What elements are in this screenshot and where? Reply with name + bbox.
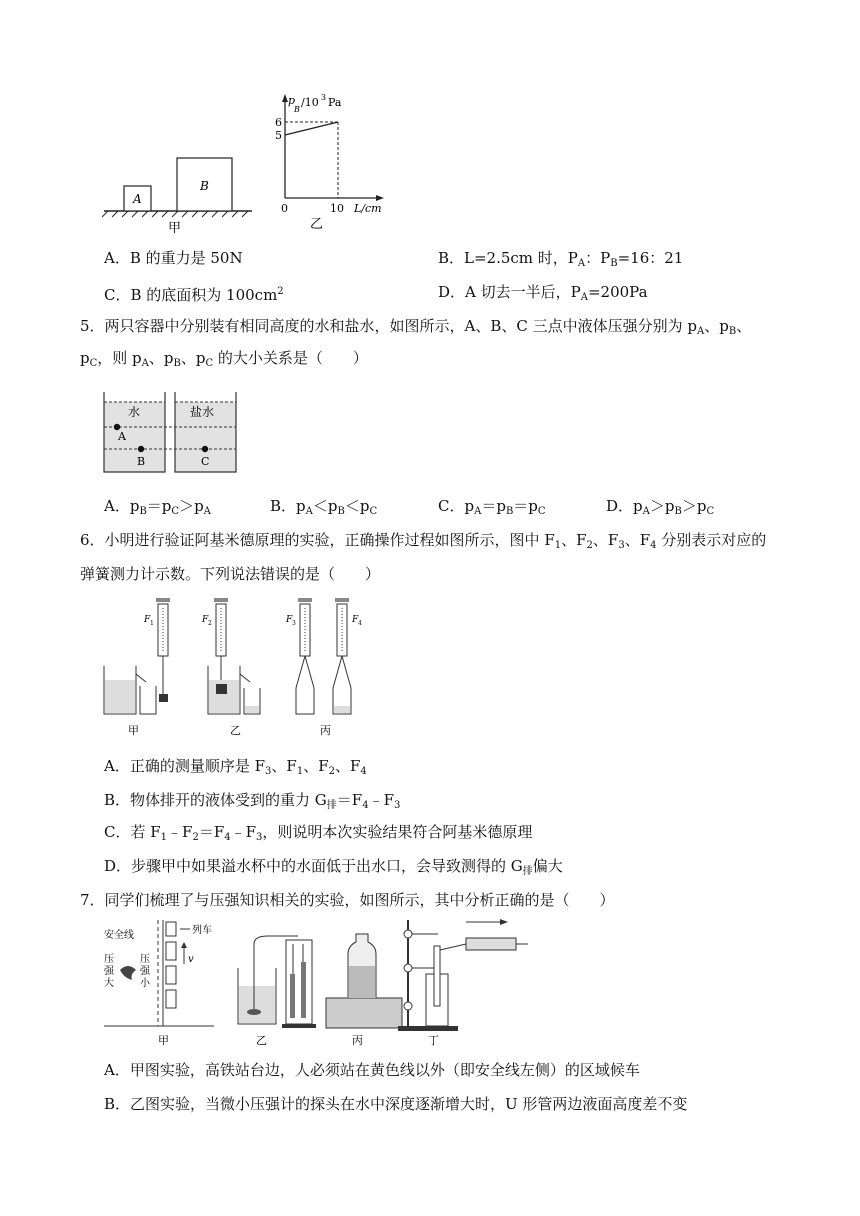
fig6-bing: 丙 <box>320 724 331 737</box>
p-small-2: 强 <box>140 966 150 977</box>
q5-figure-containers <box>102 390 238 476</box>
q6-option-b: B．物体排开的液体受到的重力 $G_排=F_4﹣F_3$ <box>104 791 401 811</box>
y-axis-unit2: Pa <box>328 96 342 109</box>
safety-line-label: 安全线 <box>104 930 134 941</box>
p-big-2: 强 <box>104 966 114 977</box>
q5-option-d: D．$p_A>p_B>p_C$ <box>606 497 715 517</box>
tick-0: 0 <box>281 202 288 215</box>
q6-option-d: D．步骤甲中如果溢水杯中的水面低于出水口，会导致测得的 $G_排$偏大 <box>104 857 563 877</box>
f4-label: F <box>352 615 359 625</box>
y-axis-unit: /10 <box>301 96 319 109</box>
block-b-label: B <box>200 179 209 193</box>
fig7-ding: 丁 <box>428 1034 439 1047</box>
q5-stem-line2: $p_C$，则 $p_A$、$p_B$、$p_C$ 的大小关系是（ ） <box>80 349 368 369</box>
train-label: 列车 <box>192 925 212 936</box>
block-a-label: A <box>133 192 142 206</box>
q4-option-a: A．B 的重力是 50N <box>104 249 243 267</box>
tick-10: 10 <box>330 202 344 215</box>
water-label: 水 <box>128 405 141 419</box>
f2-sub: 2 <box>208 620 212 627</box>
fig-yi-label: 乙 <box>310 217 324 232</box>
tick-5: 5 <box>275 129 282 142</box>
fig7-jia: 甲 <box>158 1034 169 1047</box>
q4-option-b: B．L=2.5cm 时，$P_A$：$P_B=16$：21 <box>438 249 684 269</box>
point-c-label: C <box>201 455 210 468</box>
p-big-3: 大 <box>104 978 114 989</box>
q6-figure-spring-scales <box>100 596 370 738</box>
q4-option-c: C．B 的底面积为 $100cm^2$ <box>104 286 284 304</box>
q7-option-a: A．甲图实验，高铁站台边，人必须站在黄色线以外（即安全线左侧）的区域候车 <box>104 1061 640 1079</box>
f3-sub: 3 <box>292 620 296 627</box>
y-axis-sub: B <box>294 105 300 114</box>
q4-figure-yi-graph <box>270 92 390 232</box>
p-big-1: 压 <box>104 954 114 965</box>
tick-6: 6 <box>275 116 282 129</box>
q5-option-a: A．$p_B=p_C>p_A$ <box>104 497 211 517</box>
p-small-1: 压 <box>140 954 150 965</box>
q4-figure-jia <box>100 148 260 238</box>
q7-figure-experiments <box>100 914 530 1050</box>
f1-sub: 1 <box>150 620 154 627</box>
y-axis-exp: 3 <box>321 93 327 102</box>
f3-label: F <box>286 615 293 625</box>
q6-option-a: A．正确的测量顺序是 $F_3$、$F_1$、$F_2$、$F_4$ <box>104 757 367 777</box>
point-a-label: A <box>118 430 126 443</box>
y-axis-label: p <box>288 94 296 107</box>
fig7-bing: 丙 <box>352 1034 363 1047</box>
fig6-yi: 乙 <box>230 724 241 737</box>
q7-option-b: B．乙图实验，当微小压强计的探头在水中深度逐渐增大时，U 形管两边液面高度差不变 <box>104 1095 688 1113</box>
p-small-3: 小 <box>140 978 150 989</box>
fig6-jia: 甲 <box>128 724 139 737</box>
f1-label: F <box>144 615 151 625</box>
f4-sub: 4 <box>358 620 362 627</box>
point-b-label: B <box>137 455 146 468</box>
q6-stem-line2: 弹簧测力计示数。下列说法错误的是（ ） <box>80 565 381 583</box>
q5-stem-line1: 5．两只容器中分别装有相同高度的水和盐水，如图所示，A、B、C 三点中液体压强分别为 $p_A$、$p_B$、 <box>80 317 752 337</box>
f2-label: F <box>202 615 209 625</box>
fig-jia-label: 甲 <box>168 221 182 236</box>
q6-option-c: C．若 $F_1﹣F_2=F_4﹣F_3$，则说明本次实验结果符合阿基米德原理 <box>104 823 533 843</box>
x-axis-label: L/cm <box>354 202 382 215</box>
q6-stem-line1: 6．小明进行验证阿基米德原理的实验，正确操作过程如图所示，图中 $F_1$、$F_2$、$F_3$、$F_4$ 分别表示对应的 <box>80 531 767 551</box>
q5-option-c: C．$p_A=p_B=p_C$ <box>438 497 546 517</box>
q5-option-b: B．$p_A<p_B<p_C$ <box>270 497 378 517</box>
fig7-yi: 乙 <box>256 1034 267 1047</box>
q4-option-d: D．A 切去一半后，$P_A=200Pa$ <box>438 283 648 303</box>
q7-stem: 7．同学们梳理了与压强知识相关的实验，如图所示，其中分析正确的是（ ） <box>80 891 615 909</box>
velocity-label: v <box>188 954 194 965</box>
salt-water-label: 盐水 <box>190 405 215 419</box>
